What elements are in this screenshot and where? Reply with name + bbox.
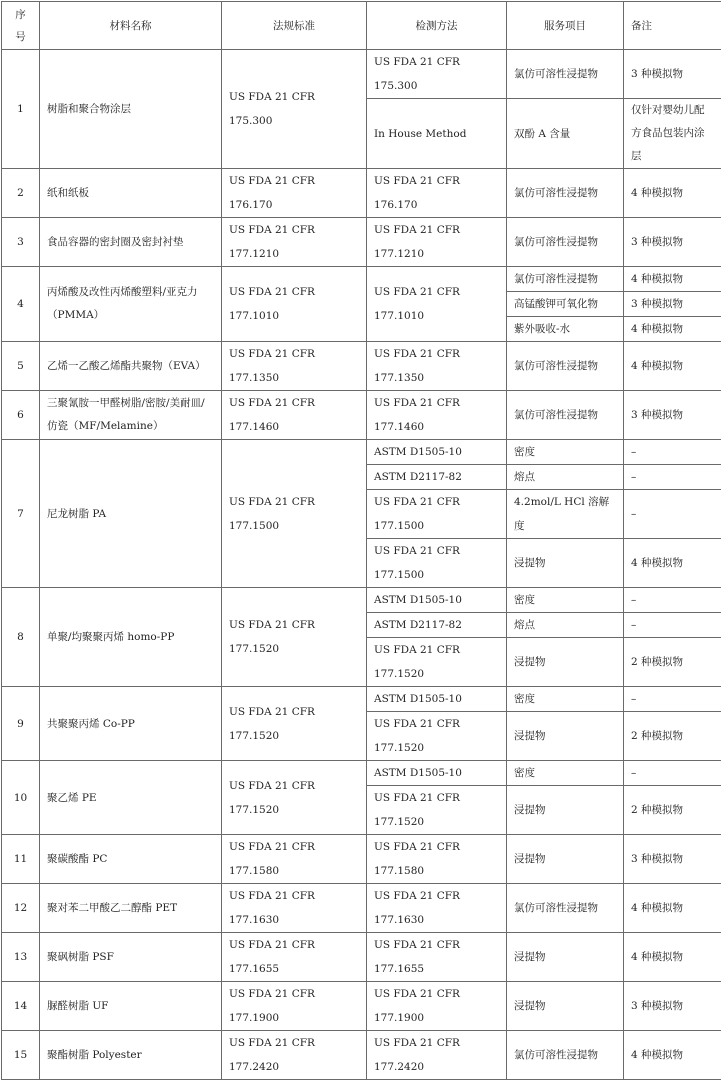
service-item: 浸提物 (507, 835, 624, 884)
test-method: US FDA 21 CFR 177.1010 (367, 267, 507, 342)
regulation-standard: US FDA 21 CFR 177.2420 (222, 1031, 367, 1080)
service-item: 浸提物 (507, 933, 624, 982)
regulation-standard: US FDA 21 CFR 177.1900 (222, 982, 367, 1031)
test-method: US FDA 21 CFR 177.1500 (367, 490, 507, 539)
service-item: 氯仿可溶性浸提物 (507, 391, 624, 440)
row-number: 4 (2, 267, 40, 342)
material-name: 共聚聚丙烯 Co-PP (40, 687, 222, 761)
remark: 4 种模拟物 (624, 1031, 721, 1080)
regulation-standard: US FDA 21 CFR 176.170 (222, 169, 367, 218)
service-item: 密度 (507, 440, 624, 465)
row-number: 12 (2, 884, 40, 933)
service-item: 浸提物 (507, 982, 624, 1031)
remark: 4 种模拟物 (624, 933, 721, 982)
test-method: ASTM D1505-10 (367, 588, 507, 613)
regulation-standard: US FDA 21 CFR 177.1630 (222, 884, 367, 933)
material-name: 聚碳酸酯 PC (40, 835, 222, 884)
material-name: 聚砜树脂 PSF (40, 933, 222, 982)
material-name: 尼龙树脂 PA (40, 440, 222, 588)
test-method: ASTM D1505-10 (367, 440, 507, 465)
regulation-standard: US FDA 21 CFR 177.1460 (222, 391, 367, 440)
remark: 2 种模拟物 (624, 786, 721, 835)
material-name: 脲醛树脂 UF (40, 982, 222, 1031)
remark: – (624, 613, 721, 638)
header-service: 服务项目 (507, 2, 624, 50)
material-name: 聚酯树脂 Polyester (40, 1031, 222, 1080)
test-method: ASTM D2117-82 (367, 465, 507, 490)
header-method: 检测方法 (367, 2, 507, 50)
row-number: 8 (2, 588, 40, 687)
test-method: US FDA 21 CFR 177.1520 (367, 638, 507, 687)
row-number: 3 (2, 218, 40, 267)
remark: 3 种模拟物 (624, 391, 721, 440)
remark: 4 种模拟物 (624, 267, 721, 292)
test-method: US FDA 21 CFR 177.1500 (367, 539, 507, 588)
test-method: US FDA 21 CFR 177.1460 (367, 391, 507, 440)
remark: – (624, 440, 721, 465)
service-item: 氯仿可溶性浸提物 (507, 267, 624, 292)
header-regulation: 法规标准 (222, 2, 367, 50)
remark: 3 种模拟物 (624, 835, 721, 884)
remark: – (624, 761, 721, 786)
row-number: 5 (2, 342, 40, 391)
service-item: 密度 (507, 687, 624, 712)
row-number: 11 (2, 835, 40, 884)
regulation-standard: US FDA 21 CFR 177.1350 (222, 342, 367, 391)
service-item: 氯仿可溶性浸提物 (507, 218, 624, 267)
service-item: 浸提物 (507, 539, 624, 588)
row-number: 14 (2, 982, 40, 1031)
table-row (2, 1031, 721, 1080)
row-number: 7 (2, 440, 40, 588)
service-item: 氯仿可溶性浸提物 (507, 884, 624, 933)
row-number: 13 (2, 933, 40, 982)
regulation-standard: US FDA 21 CFR 177.1210 (222, 218, 367, 267)
fda-testing-table (1, 1, 721, 1080)
material-name: 三聚氰胺一甲醛树脂/密胺/美耐皿/仿瓷（MF/Melamine） (40, 391, 222, 440)
row-number: 9 (2, 687, 40, 761)
header-remarks: 备注 (624, 2, 721, 50)
table-row (2, 835, 721, 884)
row-number: 6 (2, 391, 40, 440)
test-method: ASTM D1505-10 (367, 761, 507, 786)
remark: 4 种模拟物 (624, 169, 721, 218)
material-name: 聚乙烯 PE (40, 761, 222, 835)
table-row (2, 267, 721, 292)
service-item: 熔点 (507, 465, 624, 490)
regulation-standard: US FDA 21 CFR 177.1520 (222, 588, 367, 687)
table-row (2, 440, 721, 465)
regulation-standard: US FDA 21 CFR 177.1520 (222, 761, 367, 835)
test-method: US FDA 21 CFR 177.2420 (367, 1031, 507, 1080)
remark: 3 种模拟物 (624, 218, 721, 267)
remark: – (624, 588, 721, 613)
service-item: 密度 (507, 588, 624, 613)
header-no: 序号 (2, 2, 40, 50)
table-row (2, 588, 721, 613)
test-method: US FDA 21 CFR 177.1350 (367, 342, 507, 391)
test-method: ASTM D1505-10 (367, 687, 507, 712)
regulation-standard: US FDA 21 CFR 177.1010 (222, 267, 367, 342)
test-method: ASTM D2117-82 (367, 613, 507, 638)
header-material: 材料名称 (40, 2, 222, 50)
material-name: 聚对苯二甲酸乙二醇酯 PET (40, 884, 222, 933)
row-number: 2 (2, 169, 40, 218)
remark: – (624, 687, 721, 712)
test-method: US FDA 21 CFR 175.300 (367, 50, 507, 99)
test-method: In House Method (367, 99, 507, 169)
material-name: 纸和纸板 (40, 169, 222, 218)
test-method: US FDA 21 CFR 177.1520 (367, 786, 507, 835)
remark: 4 种模拟物 (624, 342, 721, 391)
remark: – (624, 465, 721, 490)
regulation-standard: US FDA 21 CFR 177.1520 (222, 687, 367, 761)
material-name: 丙烯酸及改性丙烯酸塑料/亚克力（PMMA） (40, 267, 222, 342)
table-row (2, 342, 721, 391)
test-method: US FDA 21 CFR 177.1655 (367, 933, 507, 982)
remark: 2 种模拟物 (624, 712, 721, 761)
test-method: US FDA 21 CFR 177.1630 (367, 884, 507, 933)
remark: 3 种模拟物 (624, 982, 721, 1031)
remark: 3 种模拟物 (624, 50, 721, 99)
row-number: 10 (2, 761, 40, 835)
table-row (2, 884, 721, 933)
table-row (2, 218, 721, 267)
service-item: 高锰酸钾可氧化物 (507, 292, 624, 317)
test-method: US FDA 21 CFR 177.1520 (367, 712, 507, 761)
row-number: 1 (2, 50, 40, 169)
service-item: 浸提物 (507, 638, 624, 687)
material-name: 树脂和聚合物涂层 (40, 50, 222, 169)
remark: 2 种模拟物 (624, 638, 721, 687)
table-row (2, 50, 721, 99)
remark: 4 种模拟物 (624, 884, 721, 933)
remark: 3 种模拟物 (624, 292, 721, 317)
regulation-standard: US FDA 21 CFR 177.1580 (222, 835, 367, 884)
test-method: US FDA 21 CFR 176.170 (367, 169, 507, 218)
service-item: 氯仿可溶性浸提物 (507, 1031, 624, 1080)
remark: 4 种模拟物 (624, 539, 721, 588)
material-name: 单聚/均聚聚丙烯 homo-PP (40, 588, 222, 687)
service-item: 氯仿可溶性浸提物 (507, 342, 624, 391)
test-method: US FDA 21 CFR 177.1580 (367, 835, 507, 884)
test-method: US FDA 21 CFR 177.1210 (367, 218, 507, 267)
service-item: 密度 (507, 761, 624, 786)
table-row (2, 169, 721, 218)
service-item: 熔点 (507, 613, 624, 638)
service-item: 4.2mol/L HCl 溶解度 (507, 490, 624, 539)
material-name: 乙烯一乙酸乙烯酯共聚物（EVA） (40, 342, 222, 391)
table-row (2, 982, 721, 1031)
service-item: 浸提物 (507, 786, 624, 835)
row-number: 15 (2, 1031, 40, 1080)
table-row (2, 687, 721, 712)
test-method: US FDA 21 CFR 177.1900 (367, 982, 507, 1031)
service-item: 浸提物 (507, 712, 624, 761)
table-row (2, 391, 721, 440)
regulation-standard: US FDA 21 CFR 175.300 (222, 50, 367, 169)
material-name: 食品容器的密封圈及密封衬垫 (40, 218, 222, 267)
remark: 4 种模拟物 (624, 317, 721, 342)
regulation-standard: US FDA 21 CFR 177.1655 (222, 933, 367, 982)
regulation-standard: US FDA 21 CFR 177.1500 (222, 440, 367, 588)
service-item: 氯仿可溶性浸提物 (507, 169, 624, 218)
service-item: 紫外吸收-水 (507, 317, 624, 342)
table-row (2, 761, 721, 786)
table-row (2, 933, 721, 982)
service-item: 双酚 A 含量 (507, 99, 624, 169)
remark: – (624, 490, 721, 539)
service-item: 氯仿可溶性浸提物 (507, 50, 624, 99)
remark: 仅针对婴幼儿配方食品包装内涂层 (624, 99, 721, 169)
